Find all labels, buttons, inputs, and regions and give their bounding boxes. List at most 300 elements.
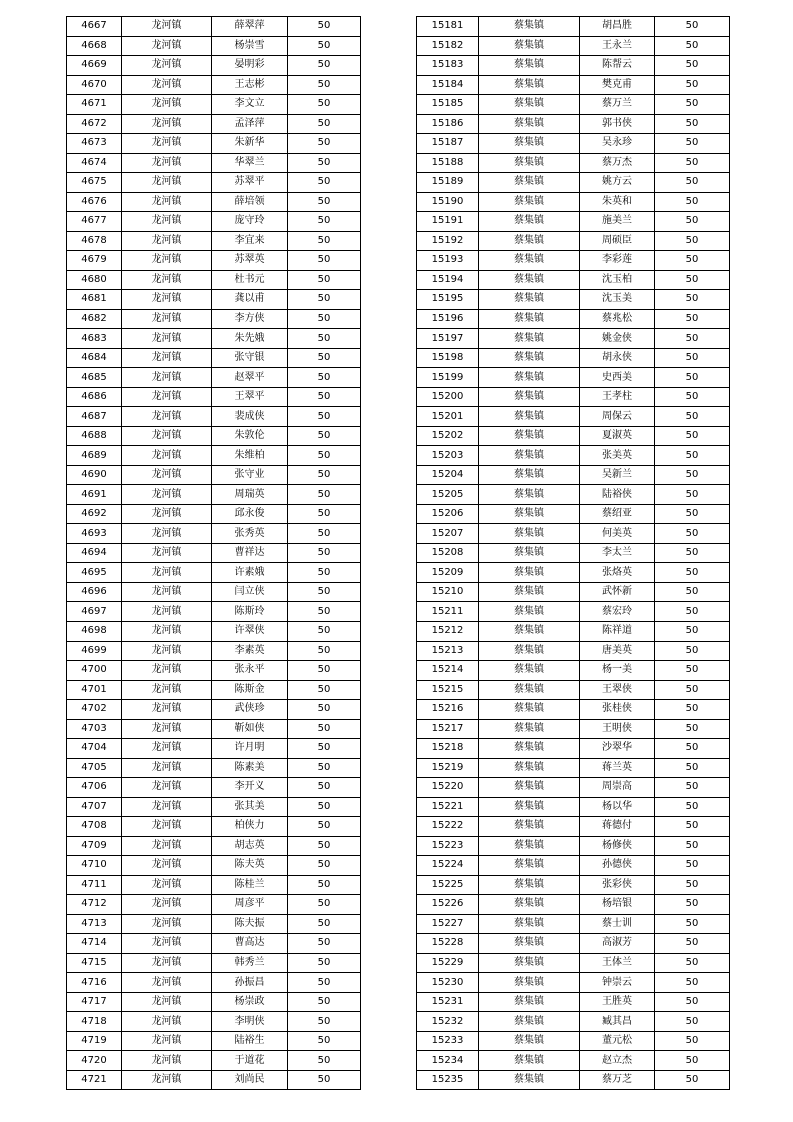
table-row bbox=[67, 934, 361, 954]
town-cell: 龙河镇 bbox=[122, 563, 212, 583]
table-row bbox=[67, 992, 361, 1012]
town-cell: 蔡集镇 bbox=[479, 875, 580, 895]
name-cell: 薛翠萍 bbox=[212, 17, 288, 37]
record-number-cell: 4714 bbox=[67, 934, 122, 954]
town-cell: 龙河镇 bbox=[122, 719, 212, 739]
table-row bbox=[67, 407, 361, 427]
table-row bbox=[67, 134, 361, 154]
amount-cell: 50 bbox=[655, 1070, 730, 1090]
table-row bbox=[417, 797, 730, 817]
table-row bbox=[417, 836, 730, 856]
name-cell: 陈斯玲 bbox=[212, 602, 288, 622]
town-cell: 龙河镇 bbox=[122, 602, 212, 622]
table-row bbox=[67, 641, 361, 661]
name-cell: 高淑芳 bbox=[580, 934, 655, 954]
record-number-cell: 4721 bbox=[67, 1070, 122, 1090]
name-cell: 杨以华 bbox=[580, 797, 655, 817]
name-cell: 胡昌胜 bbox=[580, 17, 655, 37]
table-row bbox=[417, 173, 730, 193]
amount-cell: 50 bbox=[288, 817, 361, 837]
name-cell: 王永兰 bbox=[580, 36, 655, 56]
table-row bbox=[417, 914, 730, 934]
town-cell: 蔡集镇 bbox=[479, 36, 580, 56]
record-number-cell: 15194 bbox=[417, 270, 479, 290]
table-row bbox=[67, 602, 361, 622]
record-number-cell: 15227 bbox=[417, 914, 479, 934]
amount-cell: 50 bbox=[288, 621, 361, 641]
name-cell: 沙翠华 bbox=[580, 739, 655, 759]
town-cell: 龙河镇 bbox=[122, 36, 212, 56]
town-cell: 龙河镇 bbox=[122, 95, 212, 115]
town-cell: 蔡集镇 bbox=[479, 212, 580, 232]
table-row bbox=[67, 153, 361, 173]
amount-cell: 50 bbox=[655, 153, 730, 173]
town-cell: 龙河镇 bbox=[122, 368, 212, 388]
amount-cell: 50 bbox=[655, 407, 730, 427]
table-row bbox=[67, 621, 361, 641]
table-row bbox=[417, 1031, 730, 1051]
table-row bbox=[67, 114, 361, 134]
record-number-cell: 4684 bbox=[67, 348, 122, 368]
town-cell: 蔡集镇 bbox=[479, 582, 580, 602]
amount-cell: 50 bbox=[655, 914, 730, 934]
record-number-cell: 15201 bbox=[417, 407, 479, 427]
name-cell: 庞守玲 bbox=[212, 212, 288, 232]
name-cell: 杨培银 bbox=[580, 895, 655, 915]
record-number-cell: 15208 bbox=[417, 543, 479, 563]
name-cell: 杜书元 bbox=[212, 270, 288, 290]
record-number-cell: 4706 bbox=[67, 778, 122, 798]
town-cell: 蔡集镇 bbox=[479, 446, 580, 466]
table-row bbox=[67, 56, 361, 76]
name-cell: 张烙英 bbox=[580, 563, 655, 583]
amount-cell: 50 bbox=[655, 543, 730, 563]
name-cell: 裴成侠 bbox=[212, 407, 288, 427]
amount-cell: 50 bbox=[655, 426, 730, 446]
table-row bbox=[417, 953, 730, 973]
amount-cell: 50 bbox=[288, 270, 361, 290]
amount-cell: 50 bbox=[288, 641, 361, 661]
table-row bbox=[67, 231, 361, 251]
table-row bbox=[417, 1012, 730, 1032]
name-cell: 蒋德付 bbox=[580, 817, 655, 837]
table-row bbox=[417, 485, 730, 505]
table-row bbox=[417, 602, 730, 622]
town-cell: 蔡集镇 bbox=[479, 329, 580, 349]
amount-cell: 50 bbox=[288, 973, 361, 993]
name-cell: 陈夫英 bbox=[212, 856, 288, 876]
name-cell: 杨一美 bbox=[580, 661, 655, 681]
record-number-cell: 4710 bbox=[67, 856, 122, 876]
record-number-cell: 4717 bbox=[67, 992, 122, 1012]
record-number-cell: 15235 bbox=[417, 1070, 479, 1090]
amount-cell: 50 bbox=[655, 387, 730, 407]
town-cell: 蔡集镇 bbox=[479, 1070, 580, 1090]
table-row bbox=[67, 95, 361, 115]
name-cell: 朱维柏 bbox=[212, 446, 288, 466]
town-cell: 龙河镇 bbox=[122, 524, 212, 544]
amount-cell: 50 bbox=[288, 212, 361, 232]
town-cell: 龙河镇 bbox=[122, 973, 212, 993]
record-number-cell: 15218 bbox=[417, 739, 479, 759]
table-row bbox=[67, 524, 361, 544]
table-row bbox=[67, 661, 361, 681]
record-number-cell: 15212 bbox=[417, 621, 479, 641]
table-row bbox=[417, 973, 730, 993]
amount-cell: 50 bbox=[288, 36, 361, 56]
table-row bbox=[417, 504, 730, 524]
amount-cell: 50 bbox=[655, 641, 730, 661]
name-cell: 陈祥道 bbox=[580, 621, 655, 641]
amount-cell: 50 bbox=[288, 485, 361, 505]
table-row bbox=[417, 739, 730, 759]
name-cell: 朱先娥 bbox=[212, 329, 288, 349]
name-cell: 许翠侠 bbox=[212, 621, 288, 641]
table-row bbox=[67, 192, 361, 212]
name-cell: 孟泽萍 bbox=[212, 114, 288, 134]
town-cell: 龙河镇 bbox=[122, 621, 212, 641]
amount-cell: 50 bbox=[288, 504, 361, 524]
amount-cell: 50 bbox=[288, 875, 361, 895]
town-cell: 蔡集镇 bbox=[479, 856, 580, 876]
town-cell: 龙河镇 bbox=[122, 582, 212, 602]
record-number-cell: 15202 bbox=[417, 426, 479, 446]
record-number-cell: 4687 bbox=[67, 407, 122, 427]
town-cell: 龙河镇 bbox=[122, 797, 212, 817]
name-cell: 李明侠 bbox=[212, 1012, 288, 1032]
amount-cell: 50 bbox=[655, 231, 730, 251]
name-cell: 周瑞英 bbox=[212, 485, 288, 505]
amount-cell: 50 bbox=[655, 524, 730, 544]
record-number-cell: 4685 bbox=[67, 368, 122, 388]
amount-cell: 50 bbox=[655, 329, 730, 349]
town-cell: 蔡集镇 bbox=[479, 134, 580, 154]
table-row bbox=[67, 1031, 361, 1051]
record-number-cell: 4694 bbox=[67, 543, 122, 563]
town-cell: 龙河镇 bbox=[122, 700, 212, 720]
record-number-cell: 15191 bbox=[417, 212, 479, 232]
town-cell: 蔡集镇 bbox=[479, 758, 580, 778]
table-row bbox=[417, 114, 730, 134]
record-number-cell: 4680 bbox=[67, 270, 122, 290]
town-cell: 龙河镇 bbox=[122, 641, 212, 661]
name-cell: 龚以甫 bbox=[212, 290, 288, 310]
record-number-cell: 4693 bbox=[67, 524, 122, 544]
town-cell: 龙河镇 bbox=[122, 543, 212, 563]
name-cell: 许月明 bbox=[212, 739, 288, 759]
table-row bbox=[417, 582, 730, 602]
record-number-cell: 15233 bbox=[417, 1031, 479, 1051]
amount-cell: 50 bbox=[655, 895, 730, 915]
amount-cell: 50 bbox=[288, 700, 361, 720]
record-number-cell: 15181 bbox=[417, 17, 479, 37]
table-row bbox=[67, 485, 361, 505]
amount-cell: 50 bbox=[655, 563, 730, 583]
town-cell: 蔡集镇 bbox=[479, 621, 580, 641]
record-number-cell: 4715 bbox=[67, 953, 122, 973]
record-number-cell: 4720 bbox=[67, 1051, 122, 1071]
table-row bbox=[417, 719, 730, 739]
town-cell: 龙河镇 bbox=[122, 407, 212, 427]
record-number-cell: 15214 bbox=[417, 661, 479, 681]
table-row bbox=[417, 75, 730, 95]
record-number-cell: 4674 bbox=[67, 153, 122, 173]
town-cell: 蔡集镇 bbox=[479, 680, 580, 700]
amount-cell: 50 bbox=[655, 17, 730, 37]
name-cell: 周硕臣 bbox=[580, 231, 655, 251]
table-row bbox=[417, 1070, 730, 1090]
record-number-cell: 4673 bbox=[67, 134, 122, 154]
amount-cell: 50 bbox=[655, 875, 730, 895]
name-cell: 王翠侠 bbox=[580, 680, 655, 700]
town-cell: 蔡集镇 bbox=[479, 602, 580, 622]
table-row bbox=[67, 758, 361, 778]
amount-cell: 50 bbox=[655, 114, 730, 134]
table-row bbox=[67, 329, 361, 349]
amount-cell: 50 bbox=[655, 739, 730, 759]
amount-cell: 50 bbox=[655, 1012, 730, 1032]
amount-cell: 50 bbox=[655, 758, 730, 778]
town-cell: 蔡集镇 bbox=[479, 1031, 580, 1051]
amount-cell: 50 bbox=[655, 856, 730, 876]
town-cell: 龙河镇 bbox=[122, 504, 212, 524]
town-cell: 龙河镇 bbox=[122, 309, 212, 329]
amount-cell: 50 bbox=[655, 368, 730, 388]
record-number-cell: 15195 bbox=[417, 290, 479, 310]
record-number-cell: 15196 bbox=[417, 309, 479, 329]
town-cell: 龙河镇 bbox=[122, 895, 212, 915]
table-row bbox=[67, 1051, 361, 1071]
amount-cell: 50 bbox=[288, 797, 361, 817]
town-cell: 蔡集镇 bbox=[479, 95, 580, 115]
table-row bbox=[417, 36, 730, 56]
table-row bbox=[67, 797, 361, 817]
name-cell: 张永平 bbox=[212, 661, 288, 681]
table-row bbox=[417, 700, 730, 720]
name-cell: 蔡万兰 bbox=[580, 95, 655, 115]
town-cell: 蔡集镇 bbox=[479, 270, 580, 290]
record-number-cell: 4705 bbox=[67, 758, 122, 778]
town-cell: 龙河镇 bbox=[122, 75, 212, 95]
name-cell: 张守银 bbox=[212, 348, 288, 368]
record-number-cell: 4699 bbox=[67, 641, 122, 661]
table-row bbox=[67, 173, 361, 193]
table-row bbox=[67, 836, 361, 856]
record-number-cell: 15204 bbox=[417, 465, 479, 485]
amount-cell: 50 bbox=[655, 212, 730, 232]
table-row bbox=[417, 563, 730, 583]
table-row bbox=[67, 504, 361, 524]
name-cell: 董元松 bbox=[580, 1031, 655, 1051]
amount-cell: 50 bbox=[288, 582, 361, 602]
name-cell: 陈素美 bbox=[212, 758, 288, 778]
table-row bbox=[67, 1012, 361, 1032]
amount-cell: 50 bbox=[288, 75, 361, 95]
name-cell: 蒋兰英 bbox=[580, 758, 655, 778]
name-cell: 李太兰 bbox=[580, 543, 655, 563]
amount-cell: 50 bbox=[288, 114, 361, 134]
name-cell: 武侠珍 bbox=[212, 700, 288, 720]
record-number-cell: 15183 bbox=[417, 56, 479, 76]
name-cell: 周崇高 bbox=[580, 778, 655, 798]
amount-cell: 50 bbox=[655, 134, 730, 154]
name-cell: 李素英 bbox=[212, 641, 288, 661]
town-cell: 龙河镇 bbox=[122, 485, 212, 505]
record-number-cell: 15182 bbox=[417, 36, 479, 56]
amount-cell: 50 bbox=[288, 836, 361, 856]
amount-cell: 50 bbox=[288, 992, 361, 1012]
table-row bbox=[417, 134, 730, 154]
name-cell: 王志彬 bbox=[212, 75, 288, 95]
table-row bbox=[417, 875, 730, 895]
name-cell: 姚方云 bbox=[580, 173, 655, 193]
record-number-cell: 15187 bbox=[417, 134, 479, 154]
town-cell: 蔡集镇 bbox=[479, 719, 580, 739]
record-number-cell: 15215 bbox=[417, 680, 479, 700]
name-cell: 张桂侠 bbox=[580, 700, 655, 720]
amount-cell: 50 bbox=[288, 914, 361, 934]
name-cell: 孙振昌 bbox=[212, 973, 288, 993]
amount-cell: 50 bbox=[288, 934, 361, 954]
table-row bbox=[417, 895, 730, 915]
name-cell: 胡永侠 bbox=[580, 348, 655, 368]
table-row bbox=[67, 543, 361, 563]
name-cell: 柏侠力 bbox=[212, 817, 288, 837]
town-cell: 蔡集镇 bbox=[479, 641, 580, 661]
table-row bbox=[67, 368, 361, 388]
table-row bbox=[67, 446, 361, 466]
record-number-cell: 15220 bbox=[417, 778, 479, 798]
name-cell: 施美兰 bbox=[580, 212, 655, 232]
record-number-cell: 4718 bbox=[67, 1012, 122, 1032]
town-cell: 蔡集镇 bbox=[479, 173, 580, 193]
record-number-cell: 4696 bbox=[67, 582, 122, 602]
name-cell: 王胜英 bbox=[580, 992, 655, 1012]
amount-cell: 50 bbox=[288, 1031, 361, 1051]
table-row bbox=[417, 56, 730, 76]
town-cell: 龙河镇 bbox=[122, 817, 212, 837]
record-number-cell: 15211 bbox=[417, 602, 479, 622]
table-row bbox=[67, 309, 361, 329]
record-number-cell: 15186 bbox=[417, 114, 479, 134]
name-cell: 周保云 bbox=[580, 407, 655, 427]
table-row bbox=[67, 465, 361, 485]
amount-cell: 50 bbox=[288, 173, 361, 193]
record-number-cell: 15207 bbox=[417, 524, 479, 544]
record-number-cell: 4678 bbox=[67, 231, 122, 251]
amount-cell: 50 bbox=[655, 173, 730, 193]
amount-cell: 50 bbox=[288, 680, 361, 700]
town-cell: 龙河镇 bbox=[122, 231, 212, 251]
record-number-cell: 15192 bbox=[417, 231, 479, 251]
town-cell: 龙河镇 bbox=[122, 153, 212, 173]
name-cell: 苏翠平 bbox=[212, 173, 288, 193]
amount-cell: 50 bbox=[655, 309, 730, 329]
name-cell: 樊克甫 bbox=[580, 75, 655, 95]
table-row bbox=[67, 348, 361, 368]
amount-cell: 50 bbox=[655, 446, 730, 466]
town-cell: 龙河镇 bbox=[122, 173, 212, 193]
record-number-cell: 4692 bbox=[67, 504, 122, 524]
record-number-cell: 4670 bbox=[67, 75, 122, 95]
town-cell: 龙河镇 bbox=[122, 387, 212, 407]
record-number-cell: 15200 bbox=[417, 387, 479, 407]
town-cell: 蔡集镇 bbox=[479, 368, 580, 388]
amount-cell: 50 bbox=[288, 563, 361, 583]
town-cell: 龙河镇 bbox=[122, 953, 212, 973]
amount-cell: 50 bbox=[655, 192, 730, 212]
record-number-cell: 4688 bbox=[67, 426, 122, 446]
table-row bbox=[417, 465, 730, 485]
name-cell: 何美英 bbox=[580, 524, 655, 544]
town-cell: 龙河镇 bbox=[122, 914, 212, 934]
town-cell: 龙河镇 bbox=[122, 348, 212, 368]
amount-cell: 50 bbox=[288, 231, 361, 251]
town-cell: 龙河镇 bbox=[122, 758, 212, 778]
table-row bbox=[67, 582, 361, 602]
town-cell: 龙河镇 bbox=[122, 1070, 212, 1090]
table-row bbox=[417, 309, 730, 329]
name-cell: 武怀新 bbox=[580, 582, 655, 602]
record-number-cell: 4713 bbox=[67, 914, 122, 934]
record-number-cell: 15234 bbox=[417, 1051, 479, 1071]
table-row bbox=[67, 778, 361, 798]
town-cell: 蔡集镇 bbox=[479, 661, 580, 681]
town-cell: 蔡集镇 bbox=[479, 1012, 580, 1032]
name-cell: 张守业 bbox=[212, 465, 288, 485]
amount-cell: 50 bbox=[655, 75, 730, 95]
amount-cell: 50 bbox=[655, 270, 730, 290]
amount-cell: 50 bbox=[655, 973, 730, 993]
amount-cell: 50 bbox=[288, 387, 361, 407]
record-number-cell: 4695 bbox=[67, 563, 122, 583]
town-cell: 蔡集镇 bbox=[479, 407, 580, 427]
record-number-cell: 4671 bbox=[67, 95, 122, 115]
record-number-cell: 15184 bbox=[417, 75, 479, 95]
town-cell: 蔡集镇 bbox=[479, 348, 580, 368]
town-cell: 蔡集镇 bbox=[479, 836, 580, 856]
name-cell: 臧其昌 bbox=[580, 1012, 655, 1032]
name-cell: 李开义 bbox=[212, 778, 288, 798]
amount-cell: 50 bbox=[288, 368, 361, 388]
record-number-cell: 15229 bbox=[417, 953, 479, 973]
record-number-cell: 15226 bbox=[417, 895, 479, 915]
name-cell: 朱新华 bbox=[212, 134, 288, 154]
town-cell: 龙河镇 bbox=[122, 934, 212, 954]
name-cell: 张彩侠 bbox=[580, 875, 655, 895]
town-cell: 龙河镇 bbox=[122, 1051, 212, 1071]
table-row bbox=[417, 992, 730, 1012]
name-cell: 吴永珍 bbox=[580, 134, 655, 154]
town-cell: 龙河镇 bbox=[122, 465, 212, 485]
record-number-cell: 4698 bbox=[67, 621, 122, 641]
amount-cell: 50 bbox=[288, 1051, 361, 1071]
name-cell: 李文立 bbox=[212, 95, 288, 115]
record-number-cell: 15188 bbox=[417, 153, 479, 173]
town-cell: 龙河镇 bbox=[122, 212, 212, 232]
table-row bbox=[417, 270, 730, 290]
amount-cell: 50 bbox=[655, 953, 730, 973]
record-number-cell: 4700 bbox=[67, 661, 122, 681]
amount-cell: 50 bbox=[288, 953, 361, 973]
amount-cell: 50 bbox=[288, 153, 361, 173]
name-cell: 杨修侠 bbox=[580, 836, 655, 856]
table-row bbox=[417, 621, 730, 641]
record-number-cell: 15232 bbox=[417, 1012, 479, 1032]
town-cell: 龙河镇 bbox=[122, 251, 212, 271]
amount-cell: 50 bbox=[655, 1051, 730, 1071]
name-cell: 张其美 bbox=[212, 797, 288, 817]
